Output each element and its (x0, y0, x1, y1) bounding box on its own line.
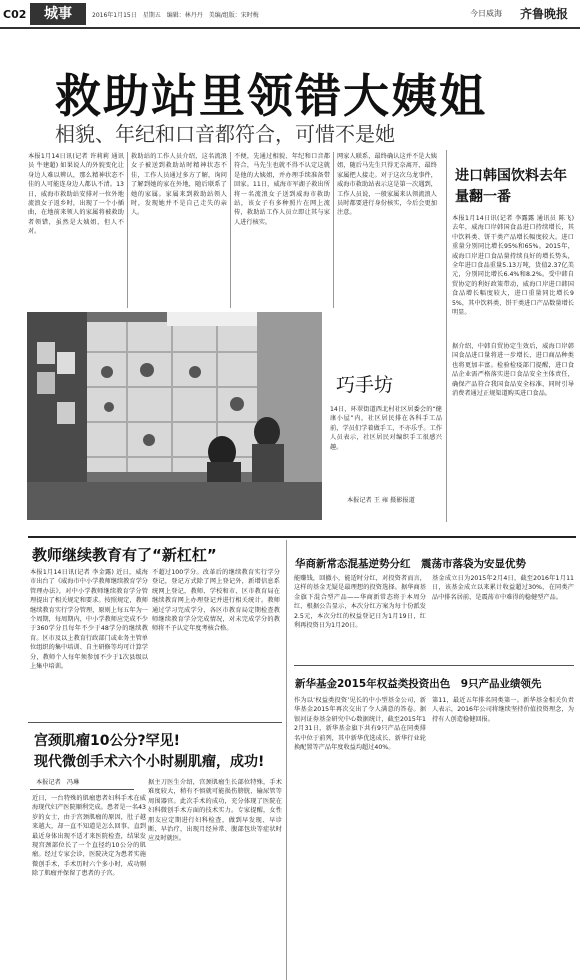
paper-logo-small: 今日威海 (470, 9, 502, 18)
side-divider (446, 150, 447, 522)
teachers-article-col1: 本报1月14日讯(记者 李金露) 近日，威海市出台了《威海市中小学教师继续教育学分管理办法》，对中小学教师继续教育学分管理提出了相关规定和要求。按照规定，教师继续教育实行学分管理，原则上每五年为一个周期，每周期内，中小学教师应完成不少于360学分且每年不少于48学分的继续教育。区市及以上教育行政部门或业务主管单位组织的集中培训、自主研修等均可计算学分，教师个人每年须参加不少于1次县级以上集中培训。 (30, 569, 148, 671)
xinhua-fund-article-col1: 作为以‘权益类投资’见长的中小型基金公司，新华基金2015年再次交出了令人满意的答卷。据银河证券基金研究中心数据统计，截至2015年12月31日，新华基金旗下共有9只产品在同类排名中位于前列，其中新华优选成长、新华行业轮换配置等产品年度收益均超过40%。 (294, 697, 426, 752)
page-number: C02 (3, 8, 27, 21)
handicraft-shop-photo (27, 312, 322, 520)
teachers-headline: 教师继续教育有了“新杠杠” (32, 546, 217, 564)
byline-rule (30, 789, 134, 790)
main-subheadline: 相貌、年纪和口音都符合，可惜不是她 (55, 122, 395, 146)
issue-meta: 2016年1月15日 星期五 编辑：林丹丹 美编/组版：宋时梅 (92, 12, 259, 19)
medical-headline-line1: 宫颈肌瘤10公分?罕见! (34, 733, 180, 749)
medical-headline-line2: 现代微创手术六个小时剔肌瘤，成功! (34, 754, 265, 770)
photo-credit: 本报记者 王 雍 摄影报道 (347, 497, 415, 504)
photo-caption: 14日，环翠街道西北村社区居委会的“健康小屋”内，社区居民排在各科手工品前，学员们学着做手工，不亦乐乎。工作人员表示，社区居民对编织手工很感兴趣。 (330, 406, 442, 451)
teachers-article-col2: 不超过100学分。改革后的继续教育实行学分登记，登记方式除了网上登记外，新增信息系统网上登记，教师、学校和市、区市教育局在继续教育网上办理登记并进行相关统计。教师通过学习完成学分，各区市教育局定期检查教师继续教育学分完成情况，对未完成学分的教师将不予认定年度考核合格。 (152, 569, 280, 633)
side-headline: 进口韩国饮料去年量翻一番 (455, 168, 567, 205)
main-article-col4: 网家人联系，最终确认这并不是大姨姐，随后马先生只得无奈离开，最终家属把人接走。对于这次乌龙事件，威海市救助站表示这是第一次遇到，工作人员说，一般家属来认领流浪人员时都要进行身份核实，今后会更加注意。 (337, 153, 437, 217)
header-rule (0, 27, 580, 29)
side-article-body-cont: 据介绍，中韩自贸协定生效后，威海口岸韩国食品进口量将进一步增长，进口商品种类也将更加丰富。检验检疫部门提醒，进口食品企业需严格落实进口食品安全主体责任，确保产品符合我国食品安全标准，同时引导消费者通过正规渠道购买进口食品。 (452, 343, 574, 398)
news-photo (27, 312, 322, 520)
column-divider (286, 540, 287, 980)
section-rule (294, 665, 574, 666)
medical-byline: 本报记者 冯琳 (36, 779, 80, 786)
huashang-article-col1: 能赚钱，回撤小，能适时分红，对投资者而言，这样的基金无疑是最理想的投资选择。据华商基金旗下混合型产品——华商新常态将于本周分红，根据公告显示，本次分红方案为每十份派发2.5元，本次分红的权益登记日为1月19日，红利再投资日为1月20日。 (294, 575, 426, 630)
xinhua-fund-headline: 新华基金2015年权益类投资出色 9只产品业绩领先 (295, 678, 542, 690)
main-article-col2: 救助站的工作人员介绍，这名流浪女子被送到救助站时精神状态不佳，工作人员通过多方了解，询问了解到她的家在外地，随后联系了她的家属。家属来到救助站领人时，发现她并不是自己走失的亲人。 (131, 153, 227, 217)
main-headline: 救助站里领错大姨姐 (55, 69, 487, 123)
column-divider (230, 152, 231, 308)
photo-headline: 巧手坊 (336, 374, 394, 396)
medical-article-col2: 据主刀医生介绍，宫颈肌瘤生长部位特殊，手术难度较大，稍有不慎就可能损伤膀胱、输尿管等周围器官。此次手术的成功，充分体现了医院在妇科微创手术方面的技术实力。专家提醒，女性朋友应定期进行妇科检查，做到早发现、早诊断、早治疗，出现月经异常、腹部包块等症状时应及时就医。 (148, 779, 282, 843)
huashang-article-col2: 基金成立日为2015年2月4日，截至2016年1月11日，该基金成立以来累计收益超过30%，在同类产品中排名居前，是震荡市中难得的稳健型产品。 (432, 575, 574, 601)
column-divider (333, 152, 334, 308)
section-rule (28, 536, 576, 538)
section-rule (28, 722, 282, 723)
side-article-body: 本报1月14日讯(记者 李露露 通讯员 陈飞) 去年，威海口岸韩国食品进口持续增长，其中饮料类、饼干类产品增长幅度较大。进口重量分别同比增长95%和65%。2015年，威海口岸进口食品量持续良好的增长势头，全年进口食品重量5.13万吨，货值2.37亿美元，分别同比增长6.4%和8.2%。受中韩自贸协定的利好政策带动，威海口岸进口韩国食品增长幅度较大，进口重量同比增长95%，其中饮料类、饼干类进口产品数量增长明显。 (452, 215, 574, 317)
section-label: 城事 (30, 3, 86, 25)
main-article-col3: 不便，先通过相貌、年纪和口音都符合，马先生也就不得不认定这就是他的大姨姐，并办理手续准备带回家。11日，威海市军湖子救出所将一名流浪女子送到威海市救助站，该女子有多种照片在网上流传，救助站工作人员立即让其与家人进行核实。 (234, 153, 330, 226)
huashang-headline: 华商新常态混基逆势分红 震荡市落袋为安显优势 (295, 558, 526, 570)
page-header (0, 0, 580, 28)
paper-logo: 齐鲁晚报 (520, 7, 569, 21)
column-divider (127, 152, 128, 308)
main-article-col1: 本报1月14日讯(记者 许莉莉 通讯员 牛建超) 如果说人的外貌变化让身边人难以辨认，那么精神状态不佳的人可能连身边人都认不清。13日，威海市救助站安排对一位外地流浪女子返乡时，出现了一个小插曲，在地前来领人的家属将被救助者领错，虽然是大姨姐，但人不对。 (28, 153, 124, 236)
xinhua-fund-article-col2: 第11，最近五年排名同类第一。新华基金相关负责人表示，2016年公司将继续坚持价值投资理念，为持有人创造稳健回报。 (432, 697, 574, 723)
medical-article-col1: 近日，一台特殊的肌瘤患者妇科手术在威海现代妇产医院顺利完成。患者是一名43岁的女士，由于宫颈肌瘤的原因，肚子越来越大，却一直不知道是怎么回事，直到最近身体出现不适才来医院检查，结果发现宫颈部位长了一个直径约10公分的肌瘤。经过专家会诊，医院决定为患者实施微创手术，手术历时六个多小时，成功剔除了肌瘤并保留了患者的子宫。 (32, 795, 146, 878)
